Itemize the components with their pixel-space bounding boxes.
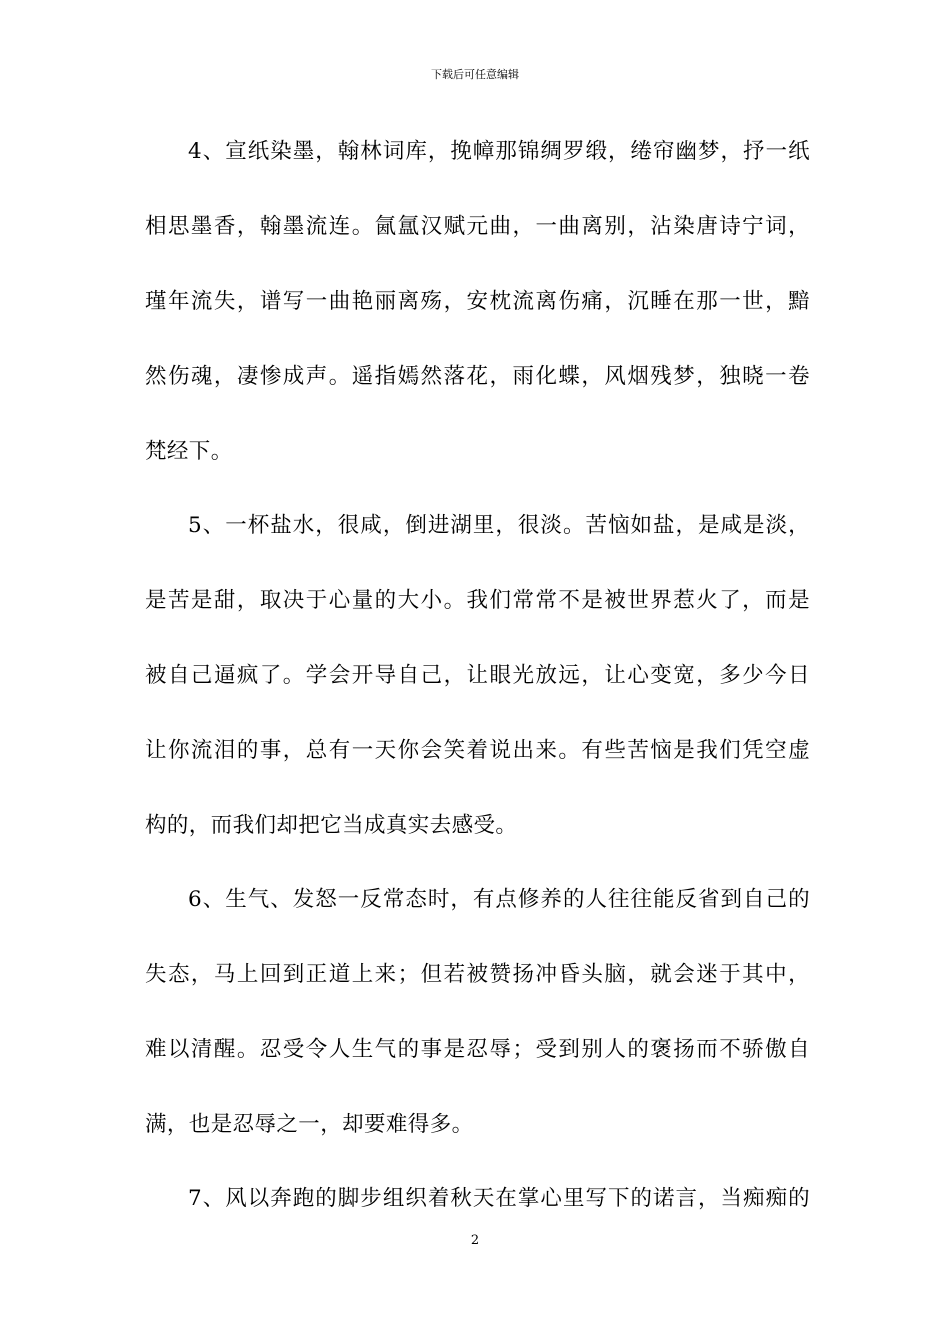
paragraph-6-line-3: 难以清醒。忍受令人生气的事是忍辱；受到别人的褒扬而不骄傲自 [145,1037,810,1062]
paragraph-5-line-2: 是苦是甜，取决于心量的大小。我们常常不是被世界惹火了，而是 [145,588,810,613]
paragraph-5-line-3: 被自己逼疯了。学会开导自己，让眼光放远，让心变宽，多少今日 [145,663,810,688]
paragraph-5-line-4: 让你流泪的事，总有一天你会笑着说出来。有些苦恼是我们凭空虚 [145,738,810,763]
paragraph-6-line-4: 满，也是忍辱之一，却要难得多。 [145,1112,474,1137]
paragraph-4-line-5: 梵经下。 [145,439,233,464]
page-number: 2 [470,1233,480,1248]
paragraph-5-line-5: 构的，而我们却把它当成真实去感受。 [145,813,518,838]
paragraph-4-line-3: 瑾年流失，谱写一曲艳丽离殇，安枕流离伤痛，沉睡在那一世，黯 [145,289,810,314]
paragraph-4-line-1: 4、宣纸染墨，翰林词库，挽幛那锦绸罗缎，绻帘幽梦，抒一纸 [188,139,810,164]
paragraph-6-line-2: 失态，马上回到正道上来；但若被赞扬冲昏头脑，就会迷于其中， [145,962,810,987]
paragraph-7-line-1: 7、风以奔跑的脚步组织着秋天在掌心里写下的诺言，当痴痴的 [188,1186,810,1211]
paragraph-4-line-2: 相思墨香，翰墨流连。氤氲汉赋元曲，一曲离别，沾染唐诗宁词， [145,214,810,239]
paragraph-4-line-4: 然伤魂，凄惨成声。遥指嫣然落花，雨化蝶，风烟残梦，独晓一卷 [145,364,810,389]
paragraph-6-line-1: 6、生气、发怒一反常态时，有点修养的人往往能反省到自己的 [188,887,810,912]
paragraph-5-line-1: 5、一杯盐水，很咸，倒进湖里，很淡。苦恼如盐，是咸是淡， [188,513,810,538]
page-header: 下载后可任意编辑 [431,68,519,81]
